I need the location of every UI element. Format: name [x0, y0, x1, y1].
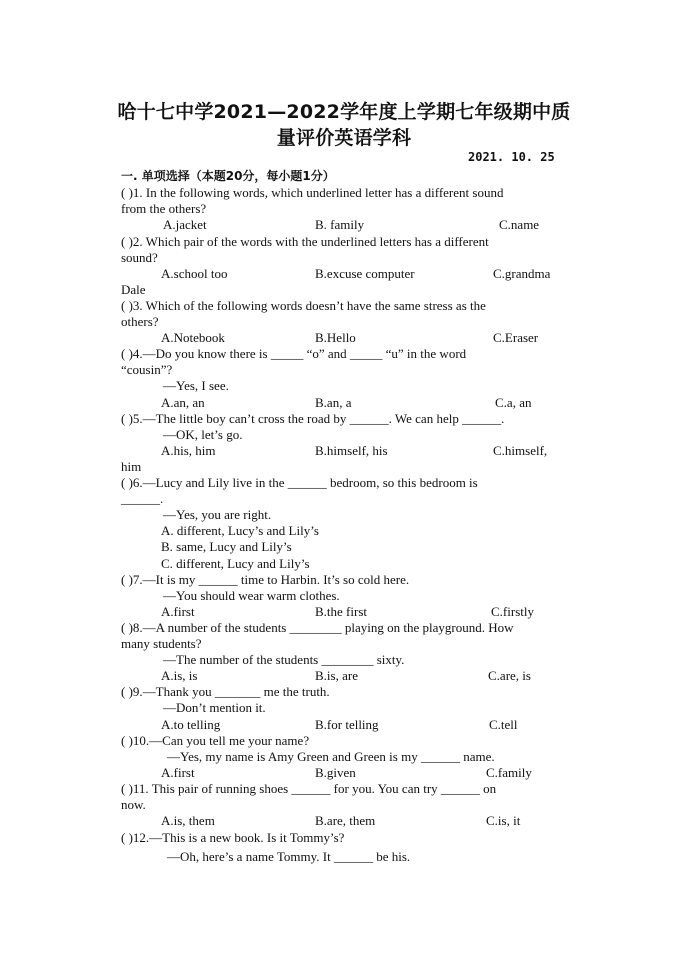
question-12-line1: ( )12.—This is a new book. Is it Tommy’s? — [121, 830, 345, 845]
question-6-answer: —Yes, you are right. — [163, 507, 272, 522]
question-2-option-b: B.excuse computer — [315, 266, 415, 281]
question-8-option-c: C.are, is — [488, 668, 531, 683]
question-1-option-b: B. family — [315, 217, 365, 232]
question-5-option-c: C.himself, — [493, 443, 548, 458]
question-6-option-b: B. same, Lucy and Lily’s — [161, 539, 292, 554]
question-12-answer: —Oh, here’s a name Tommy. It ______ be his. — [167, 849, 411, 864]
question-2-option-c-wrap: Dale — [121, 282, 146, 297]
question-9-option-a: A.to telling — [161, 717, 221, 732]
question-2-option-a: A.school too — [161, 266, 228, 281]
question-6-option-c: C. different, Lucy and Lily’s — [161, 556, 310, 571]
question-5-answer: —OK, let’s go. — [163, 427, 243, 442]
question-11-line2: now. — [121, 797, 146, 812]
question-3-option-b: B.Hello — [315, 330, 356, 345]
question-4-option-b: B.an, a — [315, 395, 352, 410]
question-2-line1: ( )2. Which pair of the words with the underlined letters has a different — [121, 234, 489, 249]
question-10-option-c: C.family — [486, 765, 532, 780]
question-1-option-a: A.jacket — [163, 217, 207, 232]
question-8-option-a: A.is, is — [161, 668, 198, 683]
question-5-option-a: A.his, him — [161, 443, 216, 458]
question-6-line1: ( )6.—Lucy and Lily live in the ______ bedroom, so this bedroom is — [121, 475, 478, 490]
question-5-option-b: B.himself, his — [315, 443, 388, 458]
question-11-option-b: B.are, them — [315, 813, 376, 828]
question-8-option-b: B.is, are — [315, 668, 358, 683]
question-7-option-c: C.firstly — [491, 604, 534, 619]
question-1-line1: ( )1. In the following words, which underlined letter has a different sound — [121, 185, 504, 200]
question-3-option-c: C.Eraser — [493, 330, 539, 345]
question-9-line1: ( )9.—Thank you _______ me the truth. — [121, 684, 330, 699]
question-6-option-a: A. different, Lucy’s and Lily’s — [161, 523, 319, 538]
question-1-option-c: C.name — [499, 217, 540, 232]
question-8-answer: —The number of the students ________ sixty. — [163, 652, 405, 667]
section-heading: 一. 单项选择（本题20分，每小题1分） — [121, 169, 335, 183]
question-7-line1: ( )7.—It is my ______ time to Harbin. It’s so cold here. — [121, 572, 410, 587]
question-4-option-c: C.a, an — [495, 395, 532, 410]
question-3-option-a: A.Notebook — [161, 330, 225, 345]
question-10-line1: ( )10.—Can you tell me your name? — [121, 733, 310, 748]
question-10-option-b: B.given — [315, 765, 356, 780]
question-9-option-c: C.tell — [489, 717, 518, 732]
question-4-line2: “cousin”? — [121, 362, 173, 377]
exam-title-line2: 量评价英语学科 — [276, 127, 412, 149]
question-4-line1: ( )4.—Do you know there is _____ “o” and _____ “u” in the word — [121, 346, 467, 361]
question-2-line2: sound? — [121, 250, 158, 265]
question-8-line1: ( )8.—A number of the students ________ playing on the playground. How — [121, 620, 514, 635]
question-10-option-a: A.first — [161, 765, 195, 780]
question-3-line1: ( )3. Which of the following words doesn’t have the same stress as the — [121, 298, 486, 313]
question-4-answer: —Yes, I see. — [163, 378, 229, 393]
question-11-option-c: C.is, it — [486, 813, 521, 828]
question-10-answer: —Yes, my name is Amy Green and Green is my ______ name. — [167, 749, 495, 764]
question-5-option-c-wrap: him — [121, 459, 142, 474]
question-9-answer: —Don’t mention it. — [163, 700, 266, 715]
question-7-option-b: B.the first — [315, 604, 367, 619]
question-1-line2: from the others? — [121, 201, 207, 216]
question-11-option-a: A.is, them — [161, 813, 215, 828]
question-4-option-a: A.an, an — [161, 395, 205, 410]
question-7-answer: —You should wear warm clothes. — [163, 588, 340, 603]
question-11-line1: ( )11. This pair of running shoes ______ for you. You can try ______ on — [121, 781, 497, 796]
question-8-line2: many students? — [121, 636, 202, 651]
exam-title-line1: 哈十七中学2021—2022学年度上学期七年级期中质 — [117, 101, 571, 123]
question-6-line2: ______. — [121, 491, 164, 506]
question-7-option-a: A.first — [161, 604, 195, 619]
question-5-line1: ( )5.—The little boy can’t cross the road by ______. We can help ______. — [121, 411, 505, 426]
question-3-line2: others? — [121, 314, 159, 329]
question-2-option-c: C.grandma — [493, 266, 551, 281]
exam-date: 2021. 10. 25 — [468, 150, 555, 164]
question-9-option-b: B.for telling — [315, 717, 379, 732]
